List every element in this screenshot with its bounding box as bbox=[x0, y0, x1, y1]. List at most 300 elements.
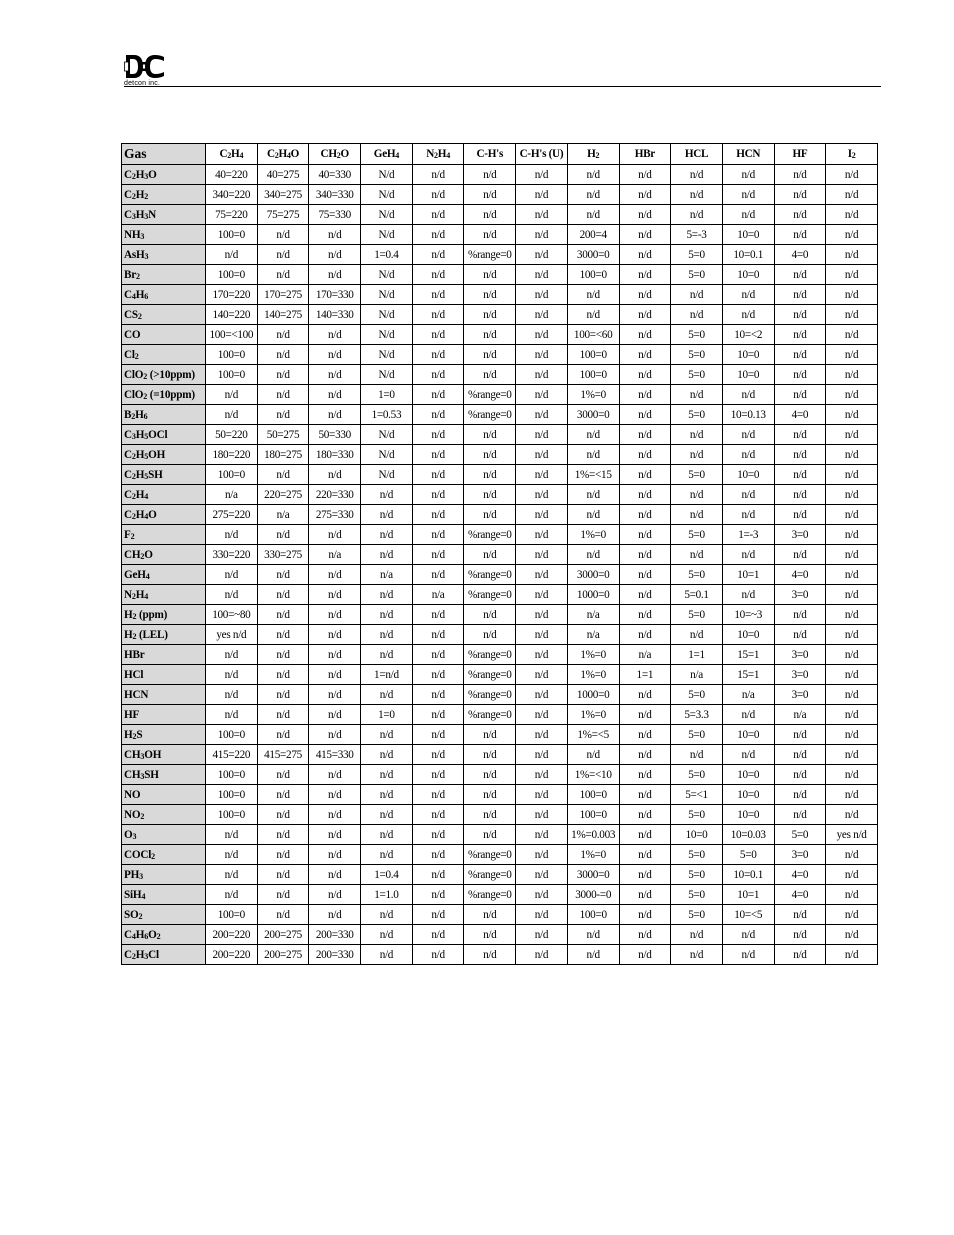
table-cell: %range=0 bbox=[464, 685, 516, 705]
row-gas-label: $N_2H_4$ bbox=[122, 585, 206, 605]
table-cell: n/d bbox=[619, 705, 671, 725]
gas-cross-sensitivity-table bbox=[121, 143, 878, 965]
table-cell: 100=0 bbox=[206, 465, 258, 485]
table-cell: n/d bbox=[516, 185, 568, 205]
table-cell: n/d bbox=[516, 485, 568, 505]
table-cell: n/d bbox=[361, 505, 413, 525]
table-cell: 275=220 bbox=[206, 505, 258, 525]
table-cell: n/d bbox=[567, 305, 619, 325]
table-cell: 200=275 bbox=[257, 925, 309, 945]
table-row bbox=[122, 705, 878, 725]
table-cell: n/d bbox=[464, 765, 516, 785]
table-cell: n/d bbox=[774, 745, 826, 765]
table-cell: N/d bbox=[361, 285, 413, 305]
table-cell: 1%=0 bbox=[567, 705, 619, 725]
table-cell: 40=275 bbox=[257, 165, 309, 185]
table-cell: n/d bbox=[567, 945, 619, 965]
table-cell: n/d bbox=[516, 245, 568, 265]
column-header: $C_2H_4O$ bbox=[257, 144, 309, 165]
table-cell: 1000=0 bbox=[567, 685, 619, 705]
table-cell: n/d bbox=[464, 545, 516, 565]
table-row bbox=[122, 565, 878, 585]
table-cell: n/d bbox=[464, 285, 516, 305]
table-cell: n/d bbox=[412, 605, 464, 625]
row-gas-label: ClO$_2$ (=10ppm) bbox=[122, 385, 206, 405]
table-cell: n/d bbox=[619, 885, 671, 905]
table-cell: n/d bbox=[774, 505, 826, 525]
table-cell: 1%=0 bbox=[567, 665, 619, 685]
table-cell: 10=<5 bbox=[722, 905, 774, 925]
row-gas-label: AsH$_3$ bbox=[122, 245, 206, 265]
table-cell: n/d bbox=[516, 665, 568, 685]
table-cell: n/d bbox=[826, 405, 878, 425]
table-body bbox=[122, 165, 878, 965]
table-cell: N/d bbox=[361, 445, 413, 465]
table-cell: n/d bbox=[206, 645, 258, 665]
table-cell: 200=4 bbox=[567, 225, 619, 245]
table-cell: n/d bbox=[516, 685, 568, 705]
table-cell: 1%=0 bbox=[567, 525, 619, 545]
table-row bbox=[122, 485, 878, 505]
table-cell: n/d bbox=[826, 765, 878, 785]
table-cell: n/d bbox=[671, 945, 723, 965]
table-cell: 10=0 bbox=[722, 465, 774, 485]
table-cell: n/d bbox=[826, 345, 878, 365]
table-cell: n/d bbox=[516, 605, 568, 625]
row-gas-label: $CH_2O$ bbox=[122, 545, 206, 565]
table-cell: n/d bbox=[309, 805, 361, 825]
table-cell: n/d bbox=[412, 885, 464, 905]
table-cell: n/d bbox=[567, 505, 619, 525]
table-cell: n/d bbox=[464, 605, 516, 625]
table-row bbox=[122, 405, 878, 425]
table-cell: 340=330 bbox=[309, 185, 361, 205]
table-cell: n/d bbox=[619, 545, 671, 565]
table-cell: n/d bbox=[361, 945, 413, 965]
table-cell: n/d bbox=[516, 285, 568, 305]
table-cell: n/d bbox=[826, 645, 878, 665]
table-cell: n/d bbox=[619, 765, 671, 785]
table-cell: n/a bbox=[722, 685, 774, 705]
table-cell: n/d bbox=[464, 785, 516, 805]
table-cell: N/d bbox=[361, 165, 413, 185]
table-cell: n/d bbox=[516, 465, 568, 485]
table-cell: n/d bbox=[464, 265, 516, 285]
table-cell: n/d bbox=[309, 705, 361, 725]
table-cell: n/d bbox=[412, 325, 464, 345]
table-cell: n/d bbox=[774, 605, 826, 625]
table-cell: n/d bbox=[722, 925, 774, 945]
table-cell: 1%=0 bbox=[567, 645, 619, 665]
row-gas-label: $C_2H_4$ bbox=[122, 485, 206, 505]
table-cell: 1=0 bbox=[361, 705, 413, 725]
table-cell: n/d bbox=[619, 925, 671, 945]
table-row bbox=[122, 365, 878, 385]
table-cell: n/d bbox=[412, 385, 464, 405]
table-cell: n/d bbox=[412, 925, 464, 945]
table-cell: 100=<100 bbox=[206, 325, 258, 345]
table-cell: n/d bbox=[826, 625, 878, 645]
table-cell: 5=0 bbox=[671, 605, 723, 625]
table-cell: n/d bbox=[361, 645, 413, 665]
table-cell: n/a bbox=[412, 585, 464, 605]
table-cell: n/d bbox=[826, 585, 878, 605]
row-gas-label: $O_3$ bbox=[122, 825, 206, 845]
table-cell: 415=330 bbox=[309, 745, 361, 765]
table-cell: 5=0 bbox=[722, 845, 774, 865]
table-cell: n/d bbox=[619, 245, 671, 265]
table-cell: n/d bbox=[412, 665, 464, 685]
table-cell: n/d bbox=[309, 245, 361, 265]
row-gas-label: $C_2H_3O$ bbox=[122, 165, 206, 185]
table-cell: n/d bbox=[257, 645, 309, 665]
table-cell: n/d bbox=[619, 685, 671, 705]
table-cell: n/d bbox=[412, 245, 464, 265]
table-cell: n/d bbox=[774, 785, 826, 805]
table-cell: n/d bbox=[257, 825, 309, 845]
table-cell: 100=0 bbox=[567, 365, 619, 385]
table-row bbox=[122, 225, 878, 245]
table-cell: 10=0.1 bbox=[722, 245, 774, 265]
table-cell: n/d bbox=[722, 545, 774, 565]
table-cell: n/d bbox=[412, 825, 464, 845]
table-cell: n/d bbox=[516, 425, 568, 445]
table-cell: n/d bbox=[826, 465, 878, 485]
row-gas-label: HCl bbox=[122, 665, 206, 685]
table-cell: n/d bbox=[619, 605, 671, 625]
table-cell: n/d bbox=[516, 545, 568, 565]
table-cell: %range=0 bbox=[464, 585, 516, 605]
table-cell: n/d bbox=[257, 525, 309, 545]
table-cell: n/d bbox=[516, 525, 568, 545]
column-header: HF bbox=[774, 144, 826, 165]
row-gas-label: SiH$_4$ bbox=[122, 885, 206, 905]
table-cell: %range=0 bbox=[464, 565, 516, 585]
table-cell: n/d bbox=[567, 205, 619, 225]
table-cell: n/d bbox=[206, 885, 258, 905]
table-cell: 1=0.4 bbox=[361, 865, 413, 885]
table-row bbox=[122, 345, 878, 365]
table-cell: n/d bbox=[826, 705, 878, 725]
table-cell: n/d bbox=[361, 825, 413, 845]
table-cell: 415=220 bbox=[206, 745, 258, 765]
table-cell: 3=0 bbox=[774, 845, 826, 865]
table-cell: n/d bbox=[309, 765, 361, 785]
row-gas-label: COCl$_2$ bbox=[122, 845, 206, 865]
table-cell: n/d bbox=[516, 265, 568, 285]
table-cell: n/d bbox=[671, 165, 723, 185]
table-row bbox=[122, 165, 878, 185]
row-gas-label: $F_2$ bbox=[122, 525, 206, 545]
table-cell: n/d bbox=[464, 345, 516, 365]
table-cell: 100=0 bbox=[206, 265, 258, 285]
table-cell: n/d bbox=[774, 925, 826, 945]
table-cell: n/d bbox=[826, 525, 878, 545]
table-cell: n/d bbox=[774, 325, 826, 345]
table-cell: 5=0 bbox=[671, 325, 723, 345]
table-cell: n/d bbox=[671, 385, 723, 405]
table-cell: n/d bbox=[257, 865, 309, 885]
table-cell: n/d bbox=[826, 685, 878, 705]
table-cell: 330=220 bbox=[206, 545, 258, 565]
table-cell: n/d bbox=[722, 945, 774, 965]
table-cell: n/d bbox=[206, 825, 258, 845]
table-cell: n/d bbox=[826, 505, 878, 525]
table-cell: n/d bbox=[567, 745, 619, 765]
table-cell: 4=0 bbox=[774, 565, 826, 585]
table-cell: n/d bbox=[257, 365, 309, 385]
table-cell: 5=-3 bbox=[671, 225, 723, 245]
table-cell: n/d bbox=[309, 605, 361, 625]
row-gas-label: $CS_2$ bbox=[122, 305, 206, 325]
table-cell: n/d bbox=[464, 325, 516, 345]
column-header: $CH_2O$ bbox=[309, 144, 361, 165]
table-cell: n/d bbox=[516, 765, 568, 785]
table-cell: n/d bbox=[516, 365, 568, 385]
table-cell: 5=0 bbox=[671, 245, 723, 265]
table-cell: n/d bbox=[412, 305, 464, 325]
table-cell: n/d bbox=[826, 845, 878, 865]
table-cell: n/d bbox=[567, 425, 619, 445]
table-cell: 100=0 bbox=[567, 265, 619, 285]
table-cell: n/d bbox=[412, 425, 464, 445]
table-row bbox=[122, 265, 878, 285]
table-cell: n/d bbox=[722, 705, 774, 725]
column-header: HCN bbox=[722, 144, 774, 165]
table-cell: 140=220 bbox=[206, 305, 258, 325]
table-cell: n/d bbox=[361, 765, 413, 785]
table-cell: n/d bbox=[464, 465, 516, 485]
table-cell: n/d bbox=[257, 685, 309, 705]
table-cell: n/d bbox=[257, 765, 309, 785]
table-cell: n/d bbox=[412, 225, 464, 245]
table-cell: n/d bbox=[826, 185, 878, 205]
table-cell: n/d bbox=[361, 545, 413, 565]
row-gas-label: $C_4H_6O_2$ bbox=[122, 925, 206, 945]
table-cell: n/d bbox=[206, 705, 258, 725]
table-cell: n/d bbox=[464, 485, 516, 505]
table-cell: 1=0.4 bbox=[361, 245, 413, 265]
table-cell: n/d bbox=[826, 565, 878, 585]
table-cell: 10=0 bbox=[722, 625, 774, 645]
table-row bbox=[122, 605, 878, 625]
table-cell: n/d bbox=[774, 725, 826, 745]
table-cell: n/a bbox=[671, 665, 723, 685]
table-row bbox=[122, 545, 878, 565]
table-cell: n/d bbox=[361, 805, 413, 825]
table-cell: n/d bbox=[567, 485, 619, 505]
table-cell: n/d bbox=[774, 305, 826, 325]
table-cell: 15=1 bbox=[722, 665, 774, 685]
table-cell: n/d bbox=[464, 805, 516, 825]
table-cell: N/d bbox=[361, 365, 413, 385]
table-cell: n/d bbox=[206, 865, 258, 885]
table-cell: n/d bbox=[206, 525, 258, 545]
table-cell: n/d bbox=[826, 285, 878, 305]
table-cell: n/d bbox=[671, 925, 723, 945]
table-cell: n/d bbox=[257, 585, 309, 605]
table-cell: n/d bbox=[309, 885, 361, 905]
table-cell: n/a bbox=[257, 505, 309, 525]
table-cell: n/d bbox=[671, 285, 723, 305]
table-cell: n/d bbox=[206, 845, 258, 865]
table-cell: 50=220 bbox=[206, 425, 258, 445]
table-cell: n/a bbox=[206, 485, 258, 505]
company-logo bbox=[124, 53, 170, 87]
table-cell: 10=<2 bbox=[722, 325, 774, 345]
table-cell: 275=330 bbox=[309, 505, 361, 525]
table-cell: n/a bbox=[567, 605, 619, 625]
table-cell: n/d bbox=[412, 625, 464, 645]
table-cell: n/d bbox=[309, 865, 361, 885]
table-cell: n/d bbox=[257, 605, 309, 625]
table-cell: n/d bbox=[619, 205, 671, 225]
table-cell: n/d bbox=[722, 305, 774, 325]
table-cell: n/d bbox=[516, 625, 568, 645]
table-cell: n/d bbox=[567, 445, 619, 465]
table-row bbox=[122, 745, 878, 765]
table-cell: n/d bbox=[826, 805, 878, 825]
row-gas-label: ClO$_2$ (>10ppm) bbox=[122, 365, 206, 385]
table-cell: n/d bbox=[619, 405, 671, 425]
table-cell: n/d bbox=[826, 365, 878, 385]
table-cell: n/d bbox=[619, 185, 671, 205]
table-cell: n/d bbox=[309, 685, 361, 705]
table-row bbox=[122, 905, 878, 925]
table-cell: n/d bbox=[206, 665, 258, 685]
table-cell: n/d bbox=[774, 945, 826, 965]
table-cell: n/d bbox=[671, 205, 723, 225]
table-cell: n/d bbox=[774, 765, 826, 785]
table-cell: n/d bbox=[412, 705, 464, 725]
table-cell: 5=0 bbox=[671, 685, 723, 705]
table-cell: 100=0 bbox=[206, 805, 258, 825]
column-header: HBr bbox=[619, 144, 671, 165]
table-cell: n/d bbox=[412, 945, 464, 965]
table-row bbox=[122, 765, 878, 785]
table-cell: 100=<60 bbox=[567, 325, 619, 345]
table-cell: 5=0 bbox=[671, 865, 723, 885]
table-cell: 3=0 bbox=[774, 685, 826, 705]
row-gas-label: $C_2H_4O$ bbox=[122, 505, 206, 525]
table-cell: 100=0 bbox=[206, 905, 258, 925]
table-cell: 5=0 bbox=[671, 805, 723, 825]
table-cell: n/d bbox=[412, 545, 464, 565]
table-cell: n/d bbox=[619, 725, 671, 745]
table-cell: 170=330 bbox=[309, 285, 361, 305]
table-cell: n/d bbox=[619, 805, 671, 825]
table-cell: n/d bbox=[826, 905, 878, 925]
table-cell: n/d bbox=[516, 725, 568, 745]
table-cell: n/d bbox=[826, 925, 878, 945]
table-cell: N/d bbox=[361, 185, 413, 205]
header-rule bbox=[124, 86, 881, 87]
table-cell: n/d bbox=[826, 485, 878, 505]
row-gas-label: $H_2$ (ppm) bbox=[122, 605, 206, 625]
table-cell: n/d bbox=[722, 485, 774, 505]
table-cell: 10=~3 bbox=[722, 605, 774, 625]
table-cell: 3000=0 bbox=[567, 405, 619, 425]
table-cell: n/d bbox=[774, 805, 826, 825]
table-cell: 100=0 bbox=[206, 785, 258, 805]
table-cell: n/d bbox=[257, 665, 309, 685]
table-cell: 1=1.0 bbox=[361, 885, 413, 905]
table-cell: 1=1 bbox=[671, 645, 723, 665]
column-header: HCL bbox=[671, 144, 723, 165]
table-cell: %range=0 bbox=[464, 405, 516, 425]
table-cell: n/d bbox=[309, 905, 361, 925]
table-cell: n/d bbox=[516, 845, 568, 865]
table-cell: n/d bbox=[257, 325, 309, 345]
detcon-logo-icon bbox=[124, 53, 166, 80]
table-cell: n/d bbox=[619, 865, 671, 885]
table-cell: n/d bbox=[722, 585, 774, 605]
table-cell: 1%=<15 bbox=[567, 465, 619, 485]
table-cell: n/d bbox=[826, 545, 878, 565]
column-header: GeH$_4$ bbox=[361, 144, 413, 165]
row-gas-label: $CH_3OH$ bbox=[122, 745, 206, 765]
table-cell: 1%=0.003 bbox=[567, 825, 619, 845]
table-cell: n/d bbox=[516, 565, 568, 585]
table-cell: n/d bbox=[826, 865, 878, 885]
table-cell: n/d bbox=[361, 605, 413, 625]
table-cell: n/d bbox=[309, 325, 361, 345]
table-cell: n/d bbox=[309, 465, 361, 485]
table-cell: n/d bbox=[361, 585, 413, 605]
table-cell: n/d bbox=[826, 785, 878, 805]
row-gas-label: $SO_2$ bbox=[122, 905, 206, 925]
table-cell: n/d bbox=[516, 885, 568, 905]
table-cell: %range=0 bbox=[464, 645, 516, 665]
table-cell: n/d bbox=[516, 225, 568, 245]
row-gas-label: $H_2$ (LEL) bbox=[122, 625, 206, 645]
table-cell: n/a bbox=[619, 645, 671, 665]
table-cell: n/d bbox=[361, 925, 413, 945]
table-row bbox=[122, 925, 878, 945]
table-cell: n/d bbox=[412, 365, 464, 385]
table-cell: n/d bbox=[464, 505, 516, 525]
table-cell: N/d bbox=[361, 425, 413, 445]
table-cell: n/d bbox=[671, 625, 723, 645]
table-cell: n/d bbox=[257, 705, 309, 725]
table-cell: n/d bbox=[309, 265, 361, 285]
table-cell: n/d bbox=[619, 505, 671, 525]
table-cell: n/d bbox=[412, 805, 464, 825]
table-cell: n/d bbox=[619, 565, 671, 585]
table-cell: 1%=0 bbox=[567, 385, 619, 405]
table-cell: n/d bbox=[361, 745, 413, 765]
table-cell: 1%=<5 bbox=[567, 725, 619, 745]
table-cell: n/d bbox=[671, 445, 723, 465]
table-cell: n/d bbox=[361, 785, 413, 805]
table-cell: n/d bbox=[309, 225, 361, 245]
table-cell: 1=-3 bbox=[722, 525, 774, 545]
table-row bbox=[122, 465, 878, 485]
table-cell: n/d bbox=[464, 185, 516, 205]
table-cell: n/d bbox=[516, 785, 568, 805]
table-row bbox=[122, 725, 878, 745]
table-cell: 3=0 bbox=[774, 645, 826, 665]
table-cell: n/d bbox=[774, 185, 826, 205]
table-header-row bbox=[122, 144, 878, 165]
table-cell: 220=275 bbox=[257, 485, 309, 505]
row-gas-label: $Cl_2$ bbox=[122, 345, 206, 365]
table-cell: n/d bbox=[516, 445, 568, 465]
table-cell: 5=3.3 bbox=[671, 705, 723, 725]
row-gas-label: $H_2S$ bbox=[122, 725, 206, 745]
table-cell: n/d bbox=[774, 625, 826, 645]
table-cell: 5=0 bbox=[671, 885, 723, 905]
